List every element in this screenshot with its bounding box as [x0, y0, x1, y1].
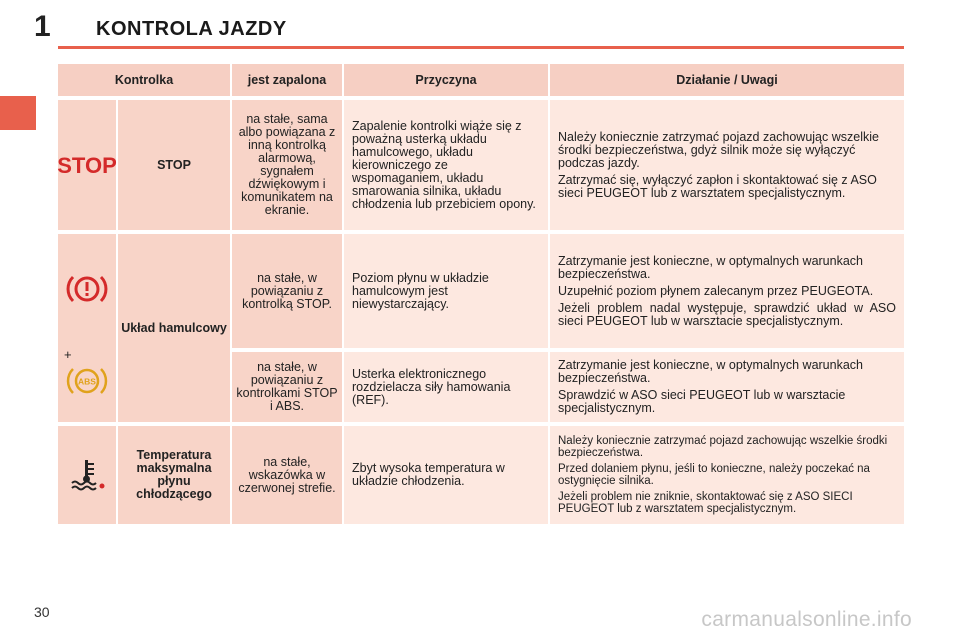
coolant-action-1: Należy koniecznie zatrzymać pojazd zachowując wszelkie środki bezpieczeństwa. [558, 435, 888, 459]
brake-lit-2: na stałe, w powiązaniu z kontrolkami STOP i ABS. [232, 352, 342, 422]
coolant-icon-cell [58, 426, 116, 524]
brake-actions-2 [550, 352, 904, 422]
coolant-cause: Zbyt wysoka temperatura w układzie chłodzenia. [344, 426, 548, 524]
brake-actions-1 [550, 234, 904, 348]
brake-warning-icon [67, 272, 107, 306]
coolant-action-2: Przed dolaniem płynu, jeśli to konieczne, należy poczekać na ostygnięcie silnika. [558, 463, 870, 487]
coolant-name: Temperatura maksymalna płynu chłodzącego [118, 426, 230, 524]
page-title: KONTROLA JAZDY [96, 18, 287, 40]
stop-action-2: Zatrzymać się, wyłączyć zapłon i skontaktować się z ASO sieci PEUGEOT lub z warsztatem specjalistycznym. [558, 172, 877, 200]
brake-name: Układ hamulcowy [118, 234, 230, 422]
stop-name: STOP [118, 100, 230, 230]
coolant-temperature-icon [67, 458, 107, 492]
column-header-jest-zapalona: jest zapalona [232, 64, 342, 96]
column-header-przyczyna: Przyczyna [344, 64, 548, 96]
column-header-kontrolka: Kontrolka [58, 64, 230, 96]
stop-cause: Zapalenie kontrolki wiąże się z poważną usterką układu hamulcowego, układu kierowniczego ze wspomaganiem, układu smarowania silnika, układu chłodzenia lub przebiciem opony. [344, 100, 548, 230]
watermark: carmanualsonline.info [701, 608, 912, 631]
stop-lit: na stałe, sama albo powiązana z inną kontrolką alarmową, sygnałem dźwiękowym i komunikatem na ekranie. [232, 100, 342, 230]
coolant-action-3: Jeżeli problem nie zniknie, skontaktować się z ASO SIECI PEUGEOT lub z warsztatem specjalistycznym. [558, 491, 853, 515]
svg-text:STOP: STOP [57, 153, 117, 178]
brake-action-1-2: Uzupełnić poziom płynem zalecanym przez PEUGEOTA. [558, 283, 874, 298]
brake-action-1-1: Zatrzymanie jest konieczne, w optymalnych warunkach bezpieczeństwa. [558, 253, 863, 281]
page-number: 30 [34, 604, 50, 620]
brake-action-2-1: Zatrzymanie jest konieczne, w optymalnych warunkach bezpieczeństwa. [558, 358, 863, 385]
chapter-tab [0, 96, 36, 130]
title-underline [58, 46, 904, 49]
plus-sign: + [64, 347, 72, 362]
stop-warning-icon [57, 152, 117, 178]
abs-warning-icon [67, 364, 107, 398]
coolant-lit: na stałe, wskazówka w czerwonej strefie. [232, 426, 342, 524]
brake-action-2-2: Sprawdzić w ASO sieci PEUGEOT lub w warsztacie specjalistycznym. [558, 388, 846, 415]
chapter-number: 1 [34, 10, 51, 43]
coolant-actions [550, 426, 904, 524]
brake-cause-2: Usterka elektronicznego rozdzielacza siły hamowania (REF). [344, 352, 548, 422]
brake-action-1-3: Jeżeli problem nadal występuje, sprawdzić układ w ASO sieci PEUGEOT lub w warsztacie specjalistycznym. [558, 300, 896, 328]
stop-icon-cell [58, 100, 116, 230]
brake-cause-1: Poziom płynu w układzie hamulcowym jest niewystarczający. [344, 234, 548, 348]
brake-icon-cell [58, 234, 116, 422]
stop-actions [550, 100, 904, 230]
stop-action-1: Należy koniecznie zatrzymać pojazd zachowując wszelkie środki bezpieczeństwa, gdyż silnik może się wyłączyć podczas jazdy. [558, 129, 879, 170]
brake-lit-1: na stałe, w powiązaniu z kontrolką STOP. [232, 234, 342, 348]
column-header-dzialanie: Działanie / Uwagi [550, 64, 904, 96]
svg-text:ABS: ABS [78, 376, 96, 387]
